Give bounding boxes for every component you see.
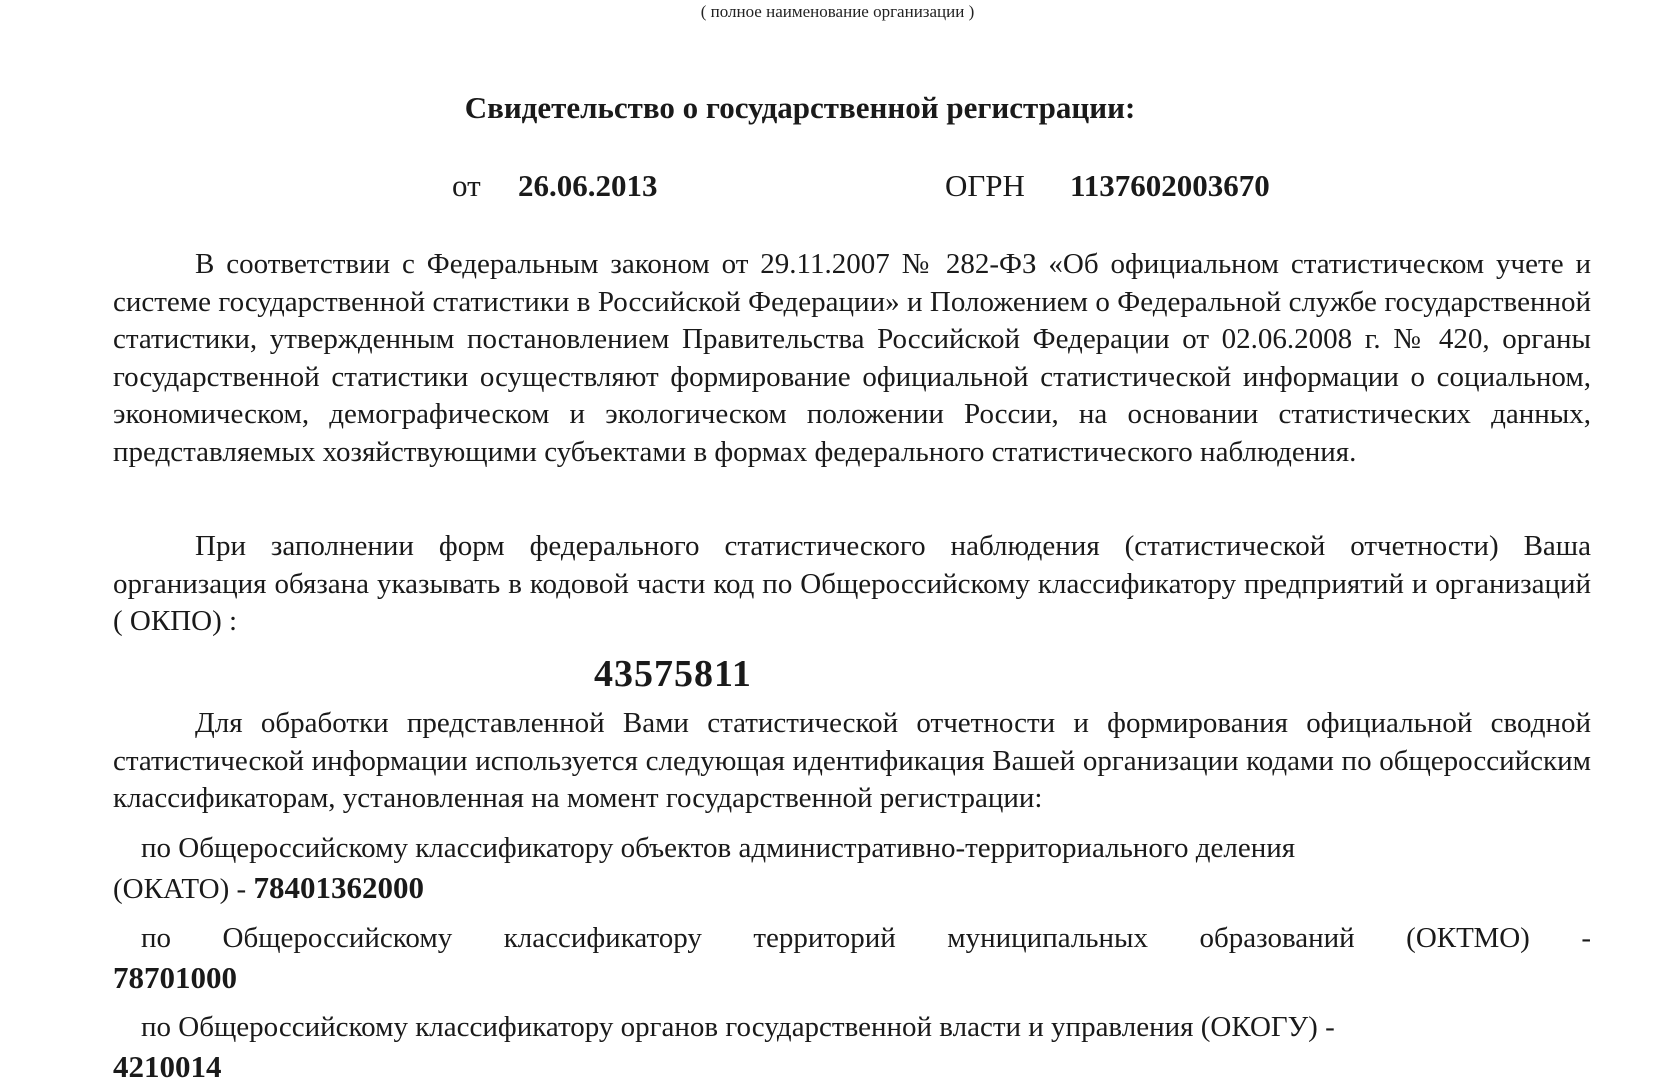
okpo-code: 43575811: [594, 653, 752, 695]
okogu-code: 4210014: [113, 1049, 222, 1080]
okato-code: 78401362000: [253, 870, 424, 905]
oktmo-code: 78701000: [113, 960, 237, 995]
okato-entry: [113, 828, 1591, 909]
page-title: Свидетельство о государственной регистрации:: [464, 90, 1136, 125]
okogu-description: по Общероссийскому классификатору органов государственной власти и управления (ОКОГУ) -: [141, 1011, 1335, 1043]
registration-date: 26.06.2013: [518, 168, 658, 203]
oktmo-description: по Общероссийскому классификатору территорий муниципальных образований (ОКТМО) -: [141, 922, 1591, 954]
ogrn-label: ОГРН: [945, 168, 1025, 203]
okogu-entry: [113, 1007, 1591, 1080]
okpo-instruction-paragraph: При заполнении форм федерального статистического наблюдения (статистической отчетности) Ваша организация обязана указывать в кодовой части код по Общероссийскому классификатору предприятий и организаций ( ОКПО) :: [113, 530, 1591, 637]
classifiers-paragraph: Для обработки представленной Вами статистической отчетности и формирования официальной сводной статистической информации используется следующая идентификация Вашей организации кодами по общероссийским классификаторам, установленная на момент государственной регистрации:: [113, 707, 1591, 814]
registration-date-label: от: [452, 168, 481, 203]
okato-label: (ОКАТО) -: [113, 873, 254, 905]
org-name-caption: ( полное наименование организации ): [700, 2, 975, 21]
ogrn-number: 1137602003670: [1070, 168, 1270, 203]
okato-description: по Общероссийскому классификатору объектов административно-территориального деления: [141, 832, 1296, 864]
oktmo-entry: [113, 918, 1591, 999]
legal-basis-paragraph: В соответствии с Федеральным законом от 29.11.2007 № 282-ФЗ «Об официальном статистическом учете и системе государственной статистики в Российской Федерации» и Положением о Федеральной службе государственной статистики, утвержденным постановлением Правительства Российской Федерации от 02.06.2008 г. № 420, органы государственной статистики осуществляют формирование официальной статистической информации о социальном, экономическом, демографическом и экологическом положении России, на основании статистических данных, представляемых хозяйствующими субъектами в формах федерального статистического наблюдения.: [113, 248, 1591, 468]
